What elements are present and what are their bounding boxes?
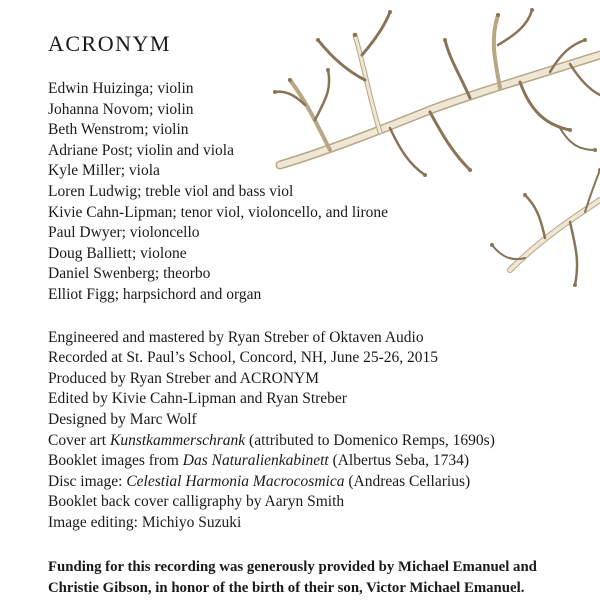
performer-item: Johanna Novom; violin [48,100,194,118]
liner-notes [48,30,578,613]
performer-list [48,79,578,306]
credit-disc-title: Celestial Harmonia Macrocosmica [126,472,345,490]
performer-item: Beth Wenstrom; violin [48,121,189,139]
performer-item: Edwin Huizinga; violin [48,80,194,97]
performer-item: Daniel Swenberg; theorbo [48,265,211,283]
credit-cover-suffix: (attributed to Domenico Remps, 1690s) [245,431,495,449]
credit-designed: Designed by Marc Wolf [48,410,197,428]
credit-cover-prefix: Cover art [48,431,110,449]
credit-booklet-prefix: Booklet images from [48,452,183,470]
credit-edited: Edited by Kivie Cahn-Lipman and Ryan Streber [48,390,347,408]
credit-cover-art [48,431,578,452]
performer-item: Kivie Cahn-Lipman; tenor viol, violoncello, and lirone [48,203,389,221]
credit-disc-suffix: (Andreas Cellarius) [344,472,471,490]
credits-list [48,328,578,534]
performer-item: Elliot Figg; harpsichord and organ [48,285,262,303]
credit-calligraphy: Booklet back cover calligraphy by Aaryn Smith [48,493,345,511]
credit-booklet-suffix: (Albertus Seba, 1734) [328,452,470,470]
performer-item: Paul Dwyer; violoncello [48,224,200,242]
performer-item: Doug Balliett; violone [48,244,187,262]
credit-booklet-images [48,451,578,472]
funding-note: Funding for this recording was generously provided by Michael Emanuel and Christie Gibson, in honor of the birth of their son, Victor Michael Emanuel. [48,559,537,596]
performer-item: Loren Ludwig; treble viol and bass viol [48,182,294,200]
credit-cover-title: Kunstkammerschrank [109,431,246,449]
credit-disc-image [48,472,578,493]
credit-disc-prefix: Disc image: [48,472,127,490]
section-spacer [48,306,578,328]
credit-image-editing: Image editing: Michiyo Suzuki [48,513,242,531]
performer-item: Kyle Miller; viola [48,162,160,180]
credit-recorded: Recorded at St. Paul’s School, Concord, NH, June 25-26, 2015 [48,349,439,367]
performer-item: Adriane Post; violin and viola [48,141,234,159]
credit-booklet-title: Das Naturalienkabinett [182,452,329,470]
ensemble-title: ACRONYM [48,31,171,56]
credit-produced: Produced by Ryan Streber and ACRONYM [48,369,320,387]
credit-engineered: Engineered and mastered by Ryan Streber of Oktaven Audio [48,328,424,346]
